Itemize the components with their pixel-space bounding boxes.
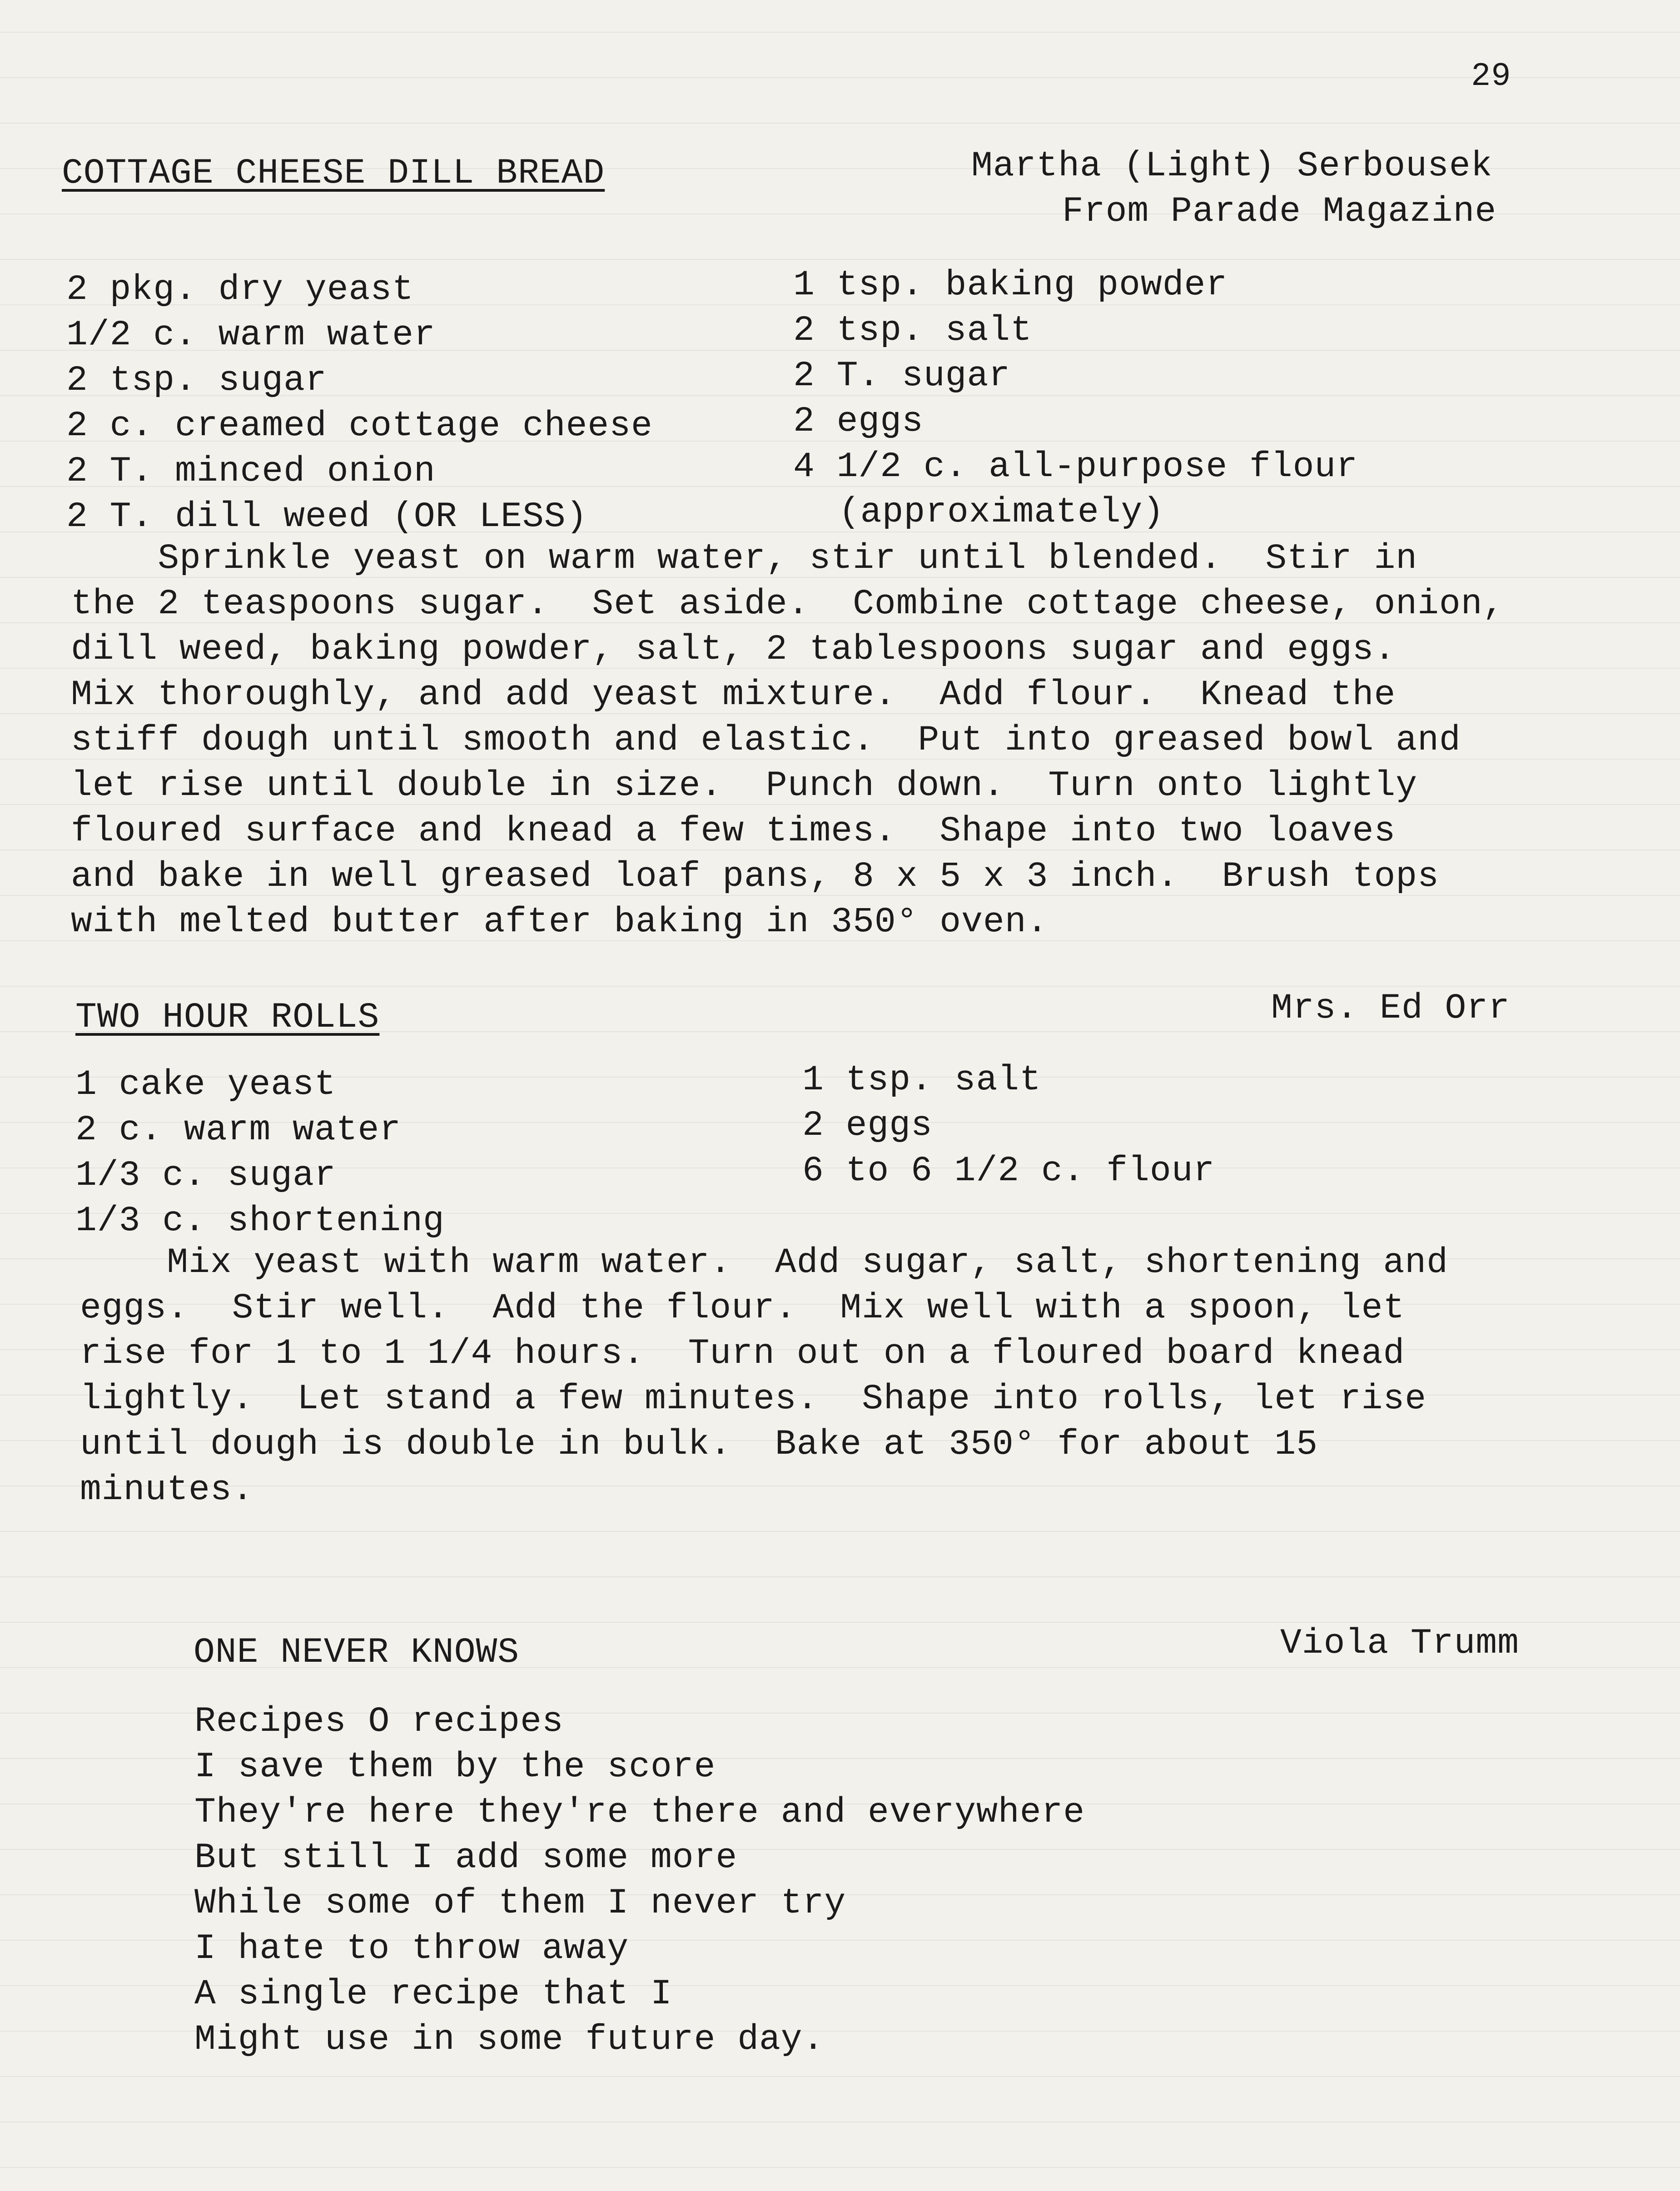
recipe-author: Mrs. Ed Orr [1271,989,1510,1028]
poem-line: I save them by the score [194,1747,716,1787]
poem-line: A single recipe that I [194,1974,672,2014]
ingredient-item: 1/3 c. sugar [75,1156,336,1196]
recipe-title: COTTAGE CHEESE DILL BREAD [62,154,605,194]
ingredient-item: 2 c. warm water [75,1110,402,1150]
ingredient-item: 1 tsp. baking powder [793,265,1228,305]
direction-line: until dough is double in bulk. Bake at 350° for about 15 [80,1425,1318,1465]
ingredient-item: 2 T. sugar [793,356,1011,396]
direction-line: rise for 1 to 1 1/4 hours. Turn out on a floured board knead [80,1334,1405,1374]
ingredient-item: 2 T. minced onion [66,452,436,492]
ingredient-item: 2 tsp. salt [793,311,1032,351]
ingredient-item: 2 eggs [793,402,924,442]
ingredient-item: 2 eggs [802,1106,933,1146]
direction-line: lightly. Let stand a few minutes. Shape into rolls, let rise [80,1379,1427,1419]
poem-title: ONE NEVER KNOWS [194,1633,520,1673]
direction-line: stiff dough until smooth and elastic. Put into greased bowl and [71,720,1461,760]
poem-line: While some of them I never try [194,1883,846,1923]
direction-line: let rise until double in size. Punch down. Turn onto lightly [71,766,1418,806]
ingredient-item: 4 1/2 c. all-purpose flour [793,447,1358,487]
direction-line: and bake in well greased loaf pans, 8 x 5 x 3 inch. Brush tops [71,857,1439,897]
direction-line: dill weed, baking powder, salt, 2 tablespoons sugar and eggs. [71,630,1396,670]
direction-line: the 2 teaspoons sugar. Set aside. Combine cottage cheese, onion, [71,584,1505,624]
poem-author: Viola Trumm [1280,1624,1519,1664]
ingredient-item: 1/3 c. shortening [75,1201,445,1241]
poem-line: I hate to throw away [194,1929,629,1969]
recipe-title: TWO HOUR ROLLS [75,998,380,1038]
ingredient-item: 1/2 c. warm water [66,315,436,355]
poem-line: Recipes O recipes [194,1702,564,1742]
poem-line: They're here they're there and everywhere [194,1793,1085,1833]
recipe-author: Martha (Light) Serbousek [971,146,1493,186]
direction-line: floured surface and knead a few times. Shape into two loaves [71,811,1396,851]
direction-line: Sprinkle yeast on warm water, stir until blended. Stir in [71,539,1418,579]
ingredient-item: 2 c. creamed cottage cheese [66,406,653,446]
ingredient-item: 1 cake yeast [75,1065,336,1105]
poem-line: Might use in some future day. [194,2020,825,2060]
direction-line: eggs. Stir well. Add the flour. Mix well with a spoon, let [80,1288,1405,1328]
ingredient-item: 2 tsp. sugar [66,361,327,401]
recipe-source: From Parade Magazine [1062,192,1497,232]
ingredient-item: 2 T. dill weed (OR LESS) [66,497,588,537]
direction-line: Mix yeast with warm water. Add sugar, salt, shortening and [80,1243,1448,1283]
poem-line: But still I add some more [194,1838,738,1878]
ingredient-item: 2 pkg. dry yeast [66,270,414,310]
ingredient-item: (approximately) [839,492,1165,532]
ingredient-item: 1 tsp. salt [802,1060,1041,1100]
direction-line: with melted butter after baking in 350° oven. [71,902,1049,942]
ingredient-item: 6 to 6 1/2 c. flour [802,1151,1215,1191]
page-number: 29 [1471,58,1511,95]
direction-line: Mix thoroughly, and add yeast mixture. Add flour. Knead the [71,675,1396,715]
direction-line: minutes. [80,1470,254,1510]
